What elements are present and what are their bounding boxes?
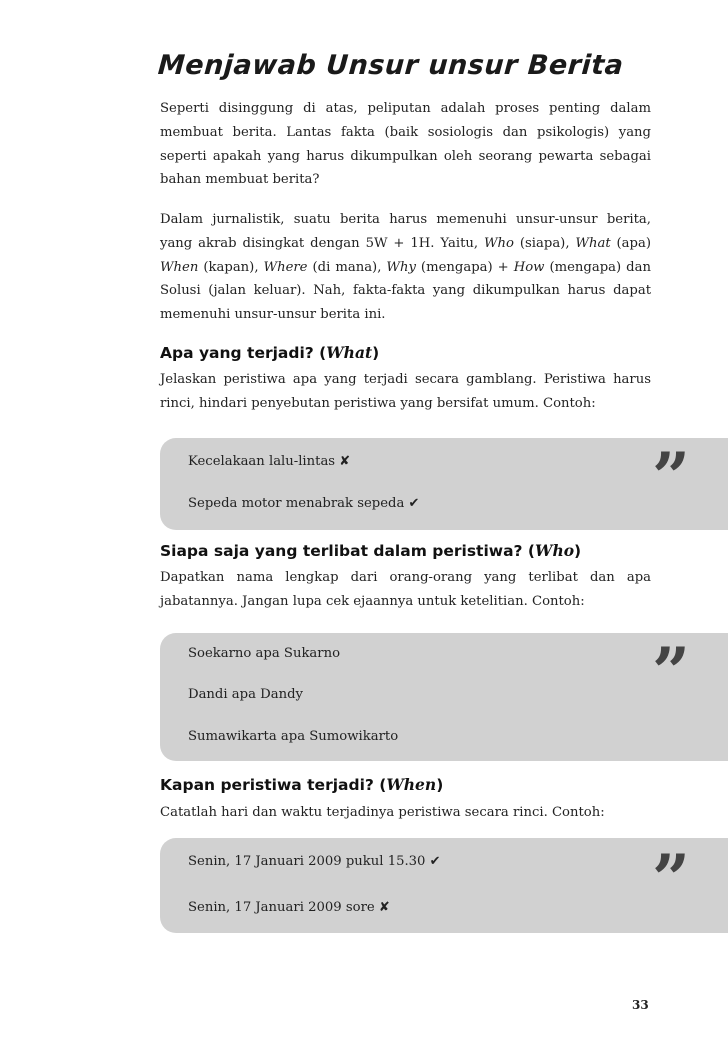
example-box-who <box>160 633 728 761</box>
section-body-who: Dapatkan nama lengkap dari orang-orang yang terlibat dan apa jabatannya. Jangan lupa cek ejaannya untuk ketelitian. Contoh: <box>160 570 651 609</box>
keyword-what: What <box>575 235 611 251</box>
quote-icon: ” <box>652 438 690 516</box>
page-number: 33 <box>632 998 649 1012</box>
example-item: Sumawikarta apa Sumowikarto <box>188 729 399 744</box>
keyword-how: How <box>513 259 545 275</box>
unsur-paragraph: Dalam jurnalistik, suatu berita harus memenuhi unsur-unsur berita, yang akrab disingkat dengan 5W + 1H. Yaitu, Who (siapa), What (apa) When (kapan), Where (di mana), Why (mengapa) + How (mengapa) dan Solusi (jalan keluar). Nah, fakta-fakta yang dikumpulkan harus dapat memenuhi unsur-unsur berita ini. <box>160 212 651 323</box>
example-box-what <box>160 438 728 530</box>
keyword-why: Why <box>386 259 416 275</box>
example-item: Kecelakaan lalu-lintas ✘ <box>188 454 351 469</box>
example-item: Sepeda motor menabrak sepeda ✔ <box>188 496 420 511</box>
example-box-when <box>160 838 728 933</box>
section-heading-when: Kapan peristiwa terjadi? (When) <box>160 775 444 794</box>
example-item: Dandi apa Dandy <box>188 687 303 702</box>
keyword-when: When <box>160 259 199 275</box>
example-item: Soekarno apa Sukarno <box>188 646 341 661</box>
quote-icon: ” <box>652 633 690 711</box>
quote-icon: ” <box>652 840 690 918</box>
section-heading-who: Siapa saja yang terlibat dalam peristiwa? (Who) <box>160 541 582 560</box>
example-item: Senin, 17 Januari 2009 sore ✘ <box>188 900 390 915</box>
section-heading-what: Apa yang terjadi? (What) <box>160 343 380 362</box>
section-body-when: Catatlah hari dan waktu terjadinya peristiwa secara rinci. Contoh: <box>160 805 605 820</box>
section-body-what: Jelaskan peristiwa apa yang terjadi secara gamblang. Peristiwa harus rinci, hindari penyebutan peristiwa yang bersifat umum. Contoh: <box>160 372 651 411</box>
example-item: Senin, 17 Januari 2009 pukul 15.30 ✔ <box>188 854 441 869</box>
keyword-who: Who <box>483 235 514 251</box>
keyword-where: Where <box>263 259 308 275</box>
page-title: Menjawab Unsur unsur Berita <box>156 50 625 81</box>
intro-paragraph: Seperti disinggung di atas, peliputan adalah proses penting dalam membuat berita. Lantas fakta (baik sosiologis dan psikologis) yang seperti apakah yang harus dikumpulkan oleh seorang pewarta sebagai bahan membuat berita? <box>160 101 651 188</box>
